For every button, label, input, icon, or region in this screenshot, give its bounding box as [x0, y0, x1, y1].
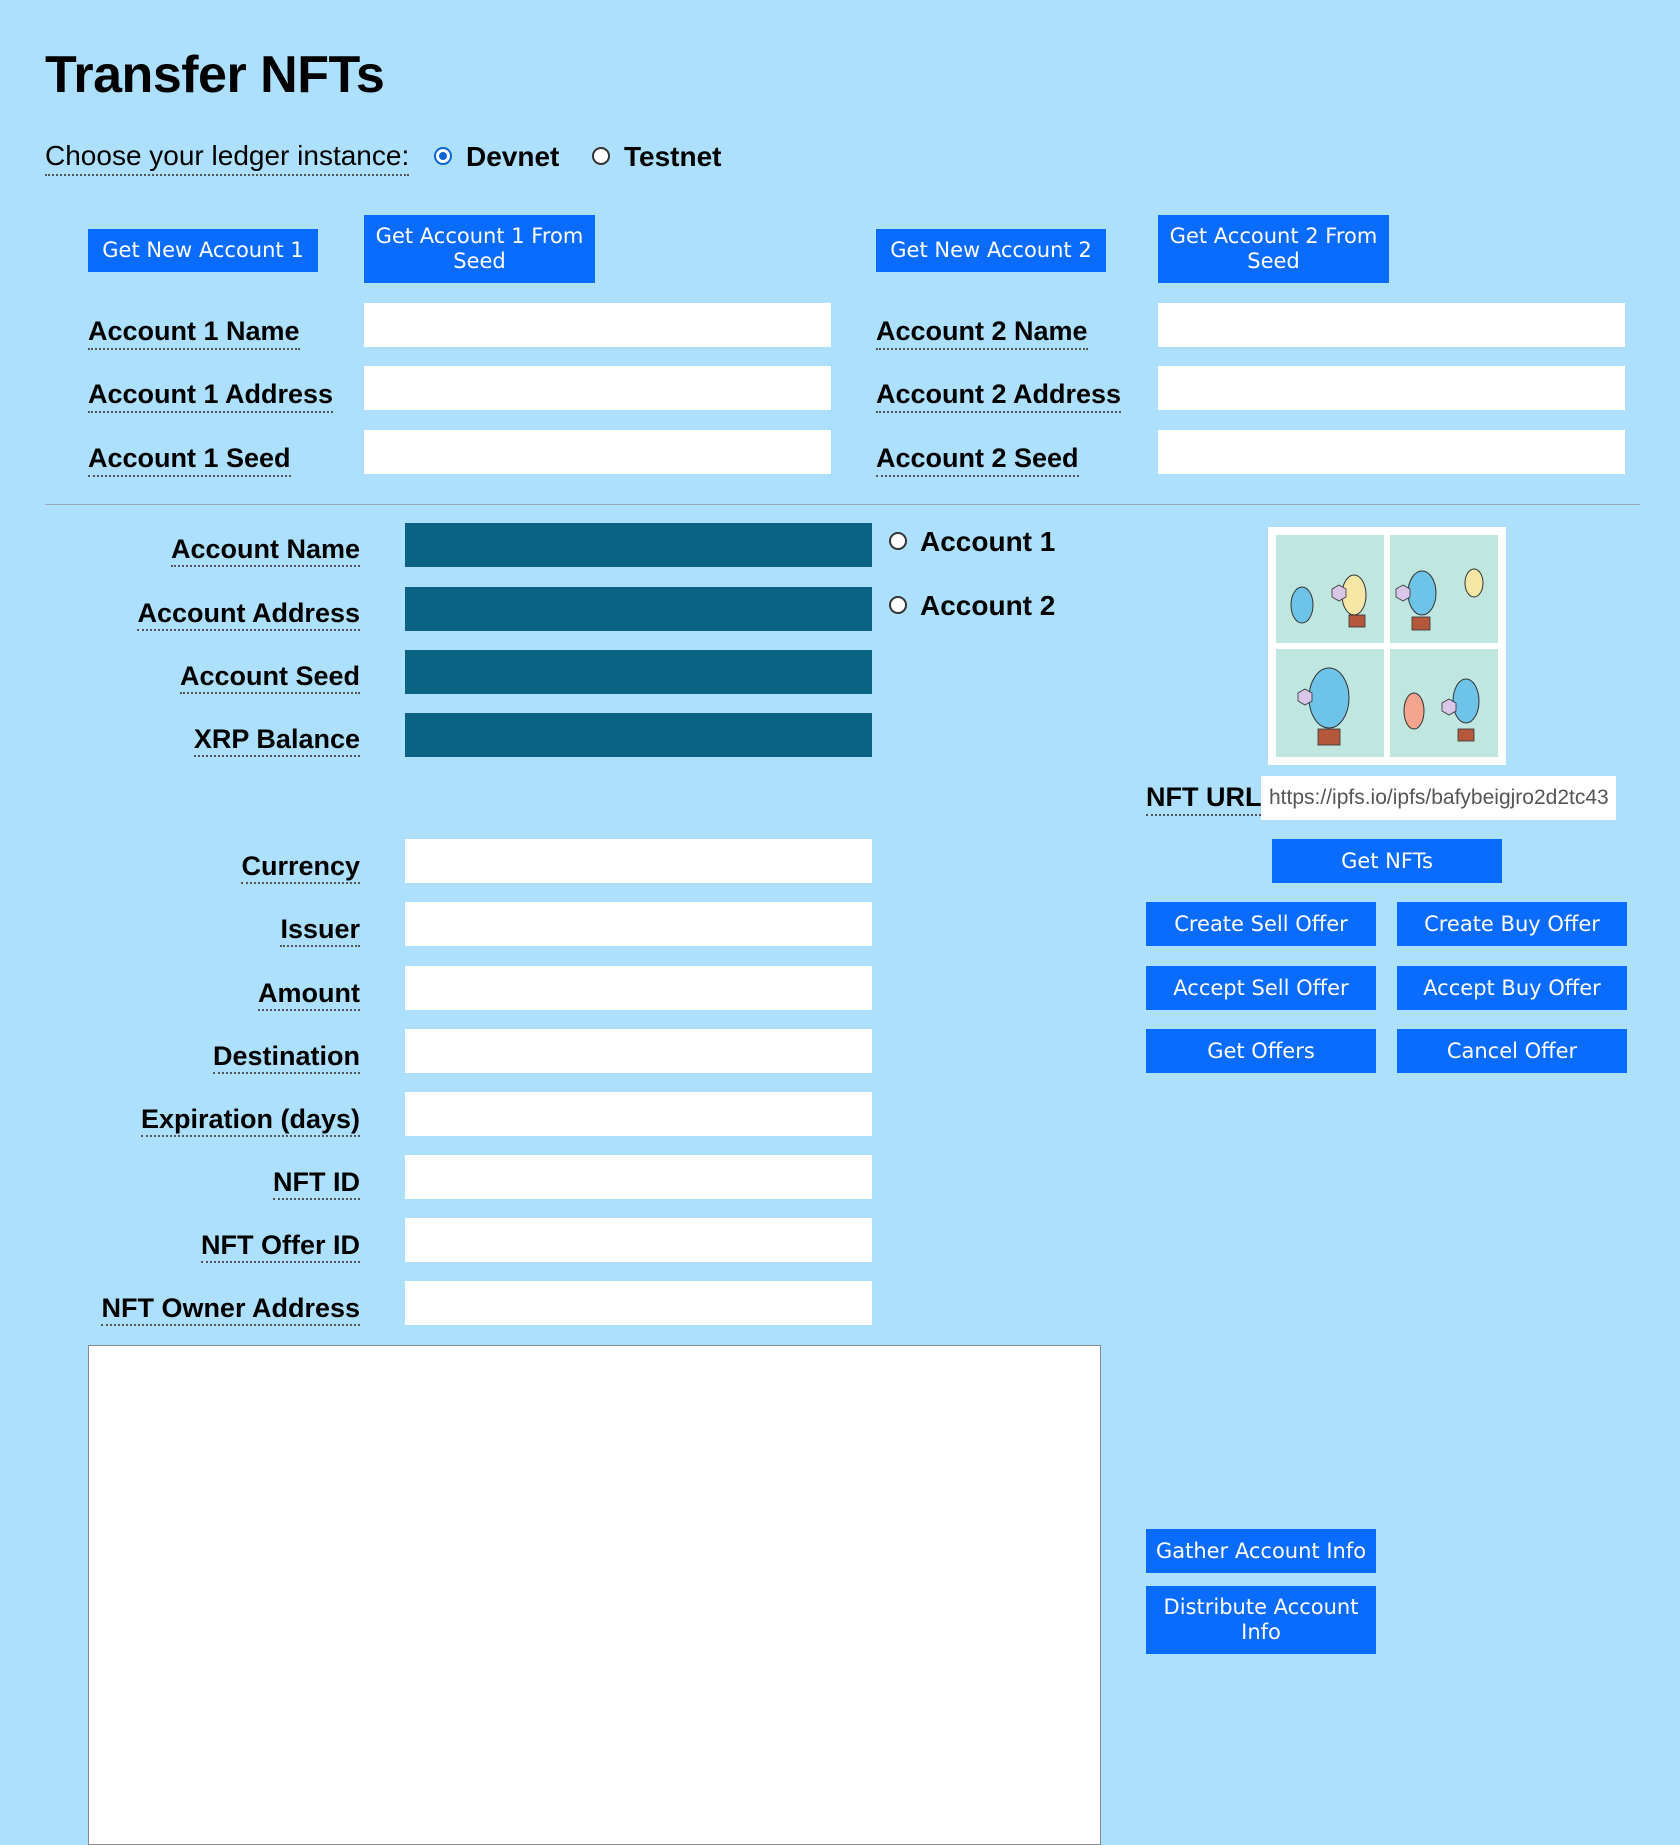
- section-divider: [45, 504, 1640, 505]
- nft-comic-picture: [1274, 533, 1500, 759]
- nft-id-field[interactable]: [405, 1155, 872, 1199]
- get-new-account-1-button[interactable]: Get New Account 1: [88, 229, 318, 272]
- xrp-balance-field[interactable]: [405, 713, 872, 757]
- devnet-radio[interactable]: [434, 147, 452, 165]
- expiration-label: Expiration (days): [141, 1104, 360, 1137]
- issuer-field[interactable]: [405, 902, 872, 946]
- create-sell-offer-button[interactable]: Create Sell Offer: [1146, 902, 1376, 946]
- accept-buy-offer-button[interactable]: Accept Buy Offer: [1397, 966, 1627, 1010]
- account-2-address-field[interactable]: [1158, 366, 1625, 410]
- testnet-radio[interactable]: [592, 147, 610, 165]
- get-account-1-from-seed-button[interactable]: Get Account 1 From Seed: [364, 215, 595, 283]
- accept-sell-offer-button[interactable]: Accept Sell Offer: [1146, 966, 1376, 1010]
- account-1-address-label: Account 1 Address: [88, 379, 333, 413]
- nft-url-label: NFT URL: [1146, 782, 1261, 816]
- results-textarea[interactable]: [88, 1345, 1101, 1845]
- nft-url-field[interactable]: [1261, 776, 1616, 820]
- account-1-address-field[interactable]: [364, 366, 831, 410]
- account-1-radio-label[interactable]: Account 1: [920, 526, 1056, 557]
- page-title: Transfer NFTs: [45, 46, 385, 104]
- nft-id-label: NFT ID: [273, 1167, 360, 1200]
- account-2-seed-field[interactable]: [1158, 430, 1625, 474]
- account-2-radio-label[interactable]: Account 2: [920, 590, 1056, 621]
- account-seed-label: Account Seed: [180, 661, 360, 694]
- expiration-field[interactable]: [405, 1092, 872, 1136]
- account-1-seed-label: Account 1 Seed: [88, 443, 291, 477]
- account-1-seed-field[interactable]: [364, 430, 831, 474]
- account-2-radio[interactable]: [889, 596, 907, 614]
- gather-account-info-button[interactable]: Gather Account Info: [1146, 1529, 1376, 1573]
- nft-owner-address-label: NFT Owner Address: [101, 1293, 360, 1326]
- account-2-name-label: Account 2 Name: [876, 316, 1088, 350]
- account-name-field[interactable]: [405, 523, 872, 567]
- get-nfts-button[interactable]: Get NFTs: [1272, 839, 1502, 883]
- get-new-account-2-button[interactable]: Get New Account 2: [876, 229, 1106, 272]
- xrp-balance-label: XRP Balance: [194, 724, 360, 757]
- get-account-2-from-seed-button[interactable]: Get Account 2 From Seed: [1158, 215, 1389, 283]
- account-1-radio[interactable]: [889, 532, 907, 550]
- get-offers-button[interactable]: Get Offers: [1146, 1029, 1376, 1073]
- account-name-label: Account Name: [171, 534, 360, 567]
- issuer-label: Issuer: [280, 914, 360, 947]
- account-address-field[interactable]: [405, 587, 872, 631]
- destination-field[interactable]: [405, 1029, 872, 1073]
- amount-label: Amount: [258, 978, 360, 1011]
- account-seed-field[interactable]: [405, 650, 872, 694]
- ledger-label: Choose your ledger instance:: [45, 140, 409, 176]
- cancel-offer-button[interactable]: Cancel Offer: [1397, 1029, 1627, 1073]
- devnet-label[interactable]: Devnet: [466, 141, 560, 172]
- account-2-address-label: Account 2 Address: [876, 379, 1121, 413]
- destination-label: Destination: [213, 1041, 360, 1074]
- account-address-label: Account Address: [137, 598, 360, 631]
- account-1-name-label: Account 1 Name: [88, 316, 300, 350]
- nft-image: [1268, 527, 1506, 765]
- amount-field[interactable]: [405, 966, 872, 1010]
- account-2-name-field[interactable]: [1158, 303, 1625, 347]
- currency-field[interactable]: [405, 839, 872, 883]
- testnet-label[interactable]: Testnet: [624, 141, 722, 172]
- create-buy-offer-button[interactable]: Create Buy Offer: [1397, 902, 1627, 946]
- nft-owner-address-field[interactable]: [405, 1281, 872, 1325]
- account-1-name-field[interactable]: [364, 303, 831, 347]
- currency-label: Currency: [241, 851, 360, 884]
- distribute-account-info-button[interactable]: Distribute Account Info: [1146, 1586, 1376, 1654]
- nft-offer-id-label: NFT Offer ID: [201, 1230, 360, 1263]
- account-2-seed-label: Account 2 Seed: [876, 443, 1079, 477]
- nft-offer-id-field[interactable]: [405, 1218, 872, 1262]
